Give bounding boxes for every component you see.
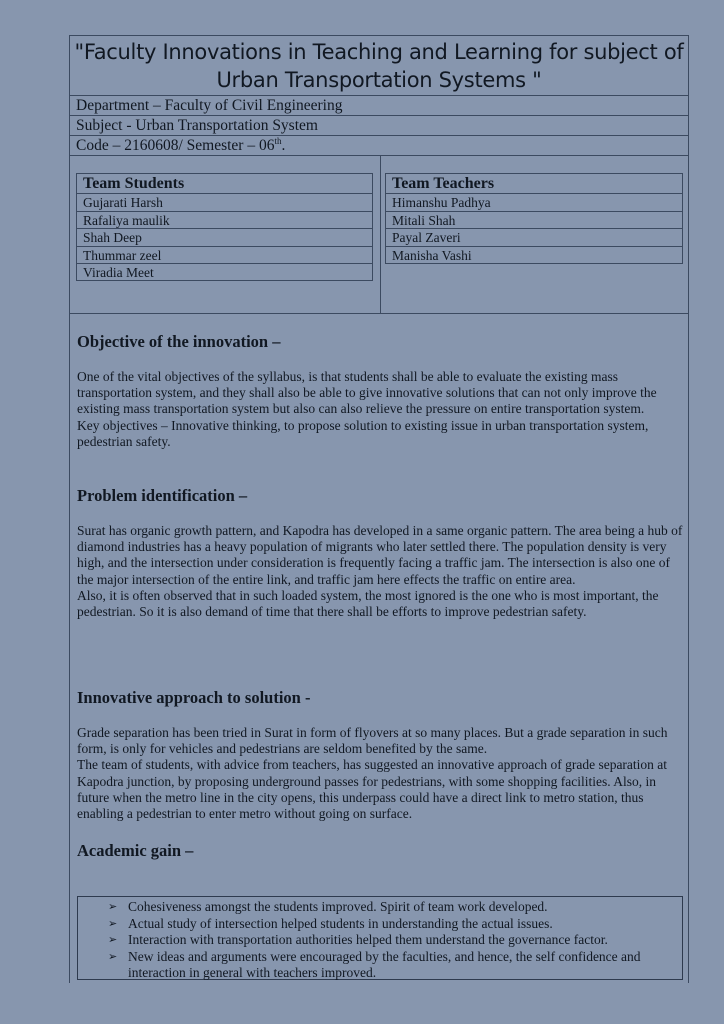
student-name: Viradia Meet	[83, 265, 154, 280]
team-teachers-heading: Team Teachers	[386, 174, 682, 194]
teacher-name: Himanshu Padhya	[386, 194, 682, 212]
objective-heading: Objective of the innovation –	[77, 332, 281, 351]
list-item	[108, 916, 682, 933]
list-item-text: Actual study of intersection helped students in understanding the actual issues.	[128, 915, 553, 931]
student-name: Thummar zeel	[77, 247, 372, 265]
problem-heading: Problem identification –	[77, 486, 248, 505]
team-students-table	[76, 173, 373, 281]
problem-text-2: Also, it is often observed that in such loaded system, the most ignored is the one who is most important, the pedestrian. So it is also demand of time that there shall be efforts to improve pedestrian safety.	[77, 587, 659, 620]
code-suffix: .	[281, 137, 286, 154]
objective-text-2: Key objectives – Innovative thinking, to propose solution to existing issue in urban transportation system, pedestrian safety.	[77, 417, 649, 449]
academic-gain-list	[78, 897, 682, 982]
arrow-bullet-icon: ➢	[108, 950, 118, 963]
arrow-bullet-icon: ➢	[108, 901, 118, 913]
teacher-name: Manisha Vashi	[392, 247, 472, 263]
list-item	[108, 932, 682, 949]
list-item-text: New ideas and arguments were encouraged by the faculties, and hence, the self confidence and interaction in general with teachers improved.	[128, 948, 641, 980]
problem-text-1: Surat has organic growth pattern, and Kapodra has developed in a same organic pattern. The area being a hub of diamond industries has a heavy population of migrants who later settled there. The population density is very high, and the intersection under consideration is frequently facing a traffic jam. The intersection is also one of the major intersection of the entire link, and traffic jam here effects the traffic on entire area.	[77, 523, 683, 587]
code-row	[70, 136, 688, 156]
student-name: Shah Deep	[77, 229, 372, 247]
student-name: Rafaliya maulik	[77, 212, 372, 230]
objective-paragraph	[77, 369, 685, 450]
objective-text-1: One of the vital objectives of the syllabus, is that students shall be able to evaluate the existing mass transportation system, and they shall also be able to give innovative solutions that can not only improve the existing mass transportation system but also can also relieve the pressure on entire transportation system.	[77, 369, 657, 417]
academic-gain-heading: Academic gain –	[77, 841, 194, 860]
code-text: Code – 2160608/ Semester – 06	[76, 137, 275, 154]
teams-row	[70, 156, 688, 314]
team-students-heading: Team Students	[77, 174, 372, 194]
student-name: Gujarati Harsh	[77, 194, 372, 212]
list-item-text: Cohesiveness amongst the students improved. Spirit of team work developed.	[128, 899, 548, 914]
arrow-bullet-icon: ➢	[108, 917, 118, 930]
teacher-name: Mitali Shah	[386, 212, 682, 230]
list-item	[108, 949, 682, 982]
column-divider	[380, 156, 381, 313]
approach-paragraph	[77, 725, 685, 822]
arrow-bullet-icon: ➢	[108, 934, 118, 946]
approach-heading: Innovative approach to solution -	[77, 688, 311, 707]
document-title	[70, 36, 688, 96]
academic-gain-list-box	[77, 896, 683, 980]
list-item-text: Interaction with transportation authorities helped them understand the governance factor.	[128, 932, 608, 947]
document-frame	[69, 35, 689, 983]
code-superscript: th	[274, 136, 282, 146]
team-teachers-table	[385, 173, 683, 264]
problem-paragraph	[77, 523, 685, 620]
approach-text-1: Grade separation has been tried in Surat in form of flyovers at so many places. But a grade separation in such form, is only for vehicles and pedestrians are seldom benefited by the same.	[77, 725, 668, 757]
approach-text-2: The team of students, with advice from teachers, has suggested an innovative approach of grade separation at Kapodra junction, by proposing underground passes for pedestrians, with some shopping facilities. Also, in future when the metro line in the city opens, this underpass could have a direct link to metro station, thus enabling a pedestrian to enter metro without going on surface.	[77, 757, 668, 822]
department-row: Department – Faculty of Civil Engineering	[70, 96, 688, 116]
teacher-name: Payal Zaveri	[386, 229, 682, 247]
title-line-1: "Faculty Innovations in Teaching and Learning for subject of	[74, 40, 684, 64]
subject-row: Subject - Urban Transportation System	[70, 116, 688, 136]
title-line-2: Urban Transportation Systems "	[216, 68, 542, 92]
list-item	[108, 899, 682, 916]
